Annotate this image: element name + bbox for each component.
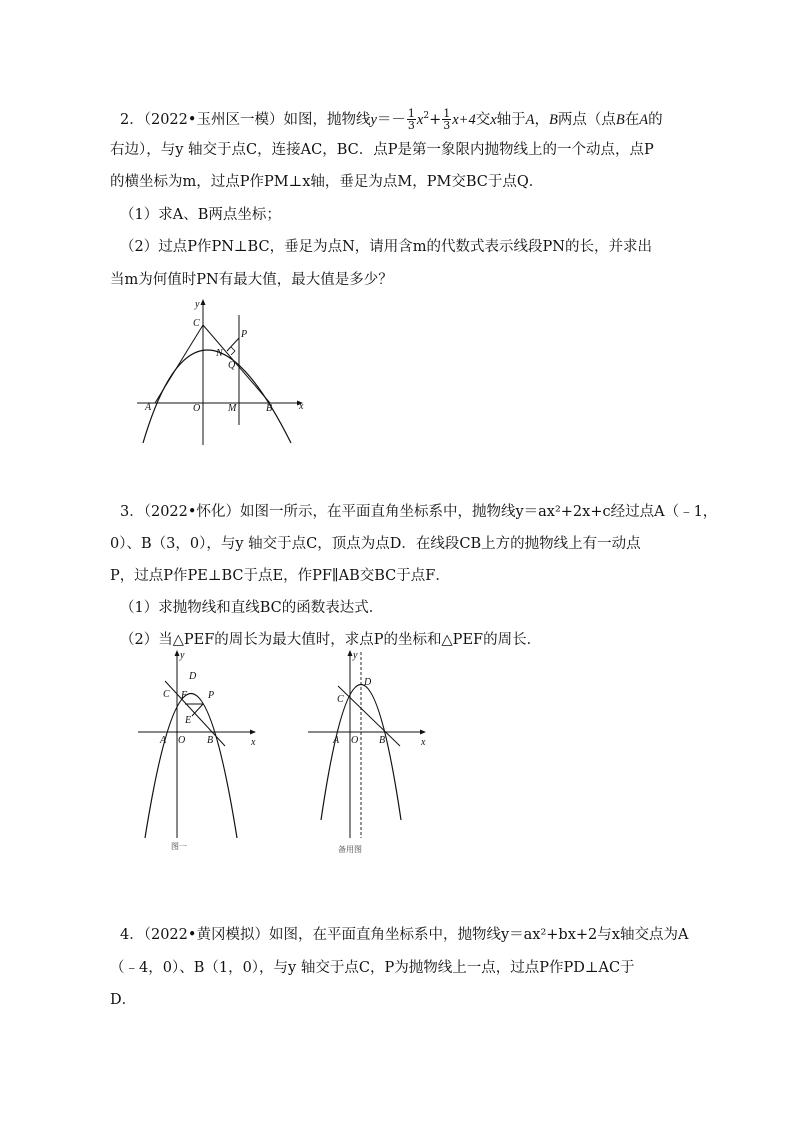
q3-line-2: 0）、B（3，0），与y 轴交于点C，顶点为点D．在线段CB上方的抛物线上有一动点 bbox=[110, 536, 641, 552]
q3f1-segment-pe bbox=[192, 704, 203, 716]
q3f1-label-d: D bbox=[189, 671, 197, 682]
q3f2-label-d: D bbox=[364, 677, 372, 688]
q2-part-2a: （2）过点P作PN⊥BC，垂足为点N，请用含m的代数式表示线段PN的长，并求出 bbox=[120, 239, 652, 255]
q2-eq-y: y bbox=[370, 111, 377, 128]
q2-label-c: C bbox=[193, 318, 200, 329]
q2-text-d: ， bbox=[534, 111, 549, 128]
q2-line-2: 右边），与y 轴交于点C，连接AC，BC．点P是第一象限内抛物线上的一个动点，点P bbox=[110, 142, 654, 158]
q2-line-3: 的横坐标为m，过点P作PM⊥x轴，垂足为点M，PM交BC于点Q． bbox=[110, 174, 544, 190]
q3-number: 3． bbox=[120, 504, 144, 520]
q2-source: （2022•玉州区一模） bbox=[143, 111, 284, 128]
q2-frac-1-den: 3 bbox=[407, 119, 415, 133]
q3f2-label-x: x bbox=[421, 737, 426, 748]
q2-eq-rest: x+4 bbox=[452, 111, 476, 128]
q2-text-A: A bbox=[525, 111, 535, 128]
q2-frac-1 bbox=[407, 108, 416, 131]
q2-frac-2 bbox=[442, 108, 451, 131]
q2-frac-2-den: 3 bbox=[443, 119, 451, 133]
q2-eq-eq: ＝－ bbox=[376, 111, 406, 128]
q3f1-label-e: E bbox=[185, 715, 192, 726]
q3f1-y-arrow bbox=[175, 650, 180, 656]
q2-segment-bc bbox=[203, 325, 270, 403]
q3-line-3: P，过点P作PE⊥BC于点E，作PF∥AB交BC于点F． bbox=[110, 568, 450, 584]
q2-frac-2-num: 1 bbox=[443, 107, 451, 121]
q2-label-q: Q bbox=[228, 360, 236, 371]
q2-label-p: P bbox=[241, 329, 248, 340]
q2-text: 如图，抛物线 bbox=[283, 111, 371, 128]
q2-segment-ac bbox=[155, 325, 203, 403]
q3f1-label-o: O bbox=[178, 735, 186, 746]
q3f2-label-o: O bbox=[351, 735, 359, 746]
q2-eq-sq: 2 bbox=[423, 111, 430, 121]
q2-text-b: 交 bbox=[475, 111, 491, 128]
q2-y-arrow bbox=[201, 299, 206, 305]
q3f2-label-c: C bbox=[337, 694, 344, 705]
q2-eq-x: x bbox=[416, 111, 424, 128]
q3f1-x-arrow bbox=[250, 730, 256, 735]
q3f2-x-arrow bbox=[420, 730, 426, 735]
q3f2-y-arrow bbox=[348, 650, 353, 656]
q3f1-label-a: A bbox=[160, 735, 167, 746]
q3-line-1-text: 如图一所示，在平面直角坐标系中，抛物线y＝ax²+2x+c经过点A（﹣1， bbox=[239, 504, 718, 520]
q3-figure-1 bbox=[135, 646, 270, 856]
q2-parabola bbox=[143, 350, 291, 443]
q2-label-n: N bbox=[216, 348, 223, 359]
q3f1-caption: 图一 bbox=[171, 842, 187, 851]
q2-text-B2: B bbox=[615, 111, 625, 128]
q2-text-A2: A bbox=[639, 111, 649, 128]
q3f1-label-y: y bbox=[180, 650, 185, 661]
q2-label-a: A bbox=[145, 402, 152, 413]
q4-line-3: D． bbox=[110, 992, 137, 1008]
q2-text-x: x bbox=[490, 111, 497, 128]
q2-line-1 bbox=[120, 106, 663, 131]
q2-text-e: 两点（点 bbox=[557, 111, 616, 128]
q2-label-y: y bbox=[195, 299, 200, 310]
q2-label-o: O bbox=[193, 403, 201, 414]
q3f2-line-bc bbox=[338, 686, 400, 746]
q3f1-label-b: B bbox=[207, 735, 214, 746]
q3f1-label-x: x bbox=[251, 737, 256, 748]
q2-number: 2． bbox=[120, 111, 144, 128]
q4-number: 4． bbox=[120, 927, 144, 943]
q2-text-g: 的 bbox=[648, 111, 663, 128]
q2-part-1: （1）求A、B两点坐标； bbox=[120, 207, 281, 223]
q3f2-label-y: y bbox=[353, 650, 358, 661]
q3-figure-2 bbox=[305, 646, 440, 856]
q4-line-2: （﹣4，0）、B（1，0），与y 轴交于点C，P为抛物线上一点，过点P作PD⊥AC于 bbox=[110, 960, 635, 976]
q3-part-2: （2）当△PEF的周长为最大值时，求点P的坐标和△PEF的周长． bbox=[120, 632, 542, 648]
q2-text-B: B bbox=[549, 111, 558, 128]
q3-line-1 bbox=[120, 502, 717, 522]
q2-text-f: 在 bbox=[624, 111, 640, 128]
q3f1-label-c: C bbox=[163, 689, 170, 700]
q2-label-x: x bbox=[299, 401, 304, 412]
q3f2-caption: 备用图 bbox=[338, 845, 362, 854]
q4-source: （2022•黄冈模拟） bbox=[143, 927, 269, 943]
q3-source: （2022•怀化） bbox=[143, 504, 240, 520]
q4-line-1 bbox=[120, 925, 688, 945]
q2-right-angle bbox=[231, 347, 235, 355]
q3f1-label-p: P bbox=[208, 690, 215, 701]
q2-label-b: B bbox=[266, 403, 273, 414]
q2-eq-plus: + bbox=[429, 111, 442, 128]
q2-label-m: M bbox=[228, 403, 237, 414]
q2-figure bbox=[135, 295, 315, 455]
q3-part-1: （1）求抛物线和直线BC的函数表达式． bbox=[120, 600, 384, 616]
q3f2-label-b: B bbox=[379, 735, 386, 746]
q2-frac-1-num: 1 bbox=[407, 107, 415, 121]
q2-part-2b: 当m为何值时PN有最大值，最大值是多少？ bbox=[110, 272, 393, 288]
q4-line-1-text: 如图，在平面直角坐标系中，抛物线y＝ax²+bx+2与x轴交点为A bbox=[268, 927, 689, 943]
q2-text-c: 轴于 bbox=[496, 111, 526, 128]
q3f2-label-a: A bbox=[333, 735, 340, 746]
q3f1-label-f: F bbox=[181, 690, 188, 701]
